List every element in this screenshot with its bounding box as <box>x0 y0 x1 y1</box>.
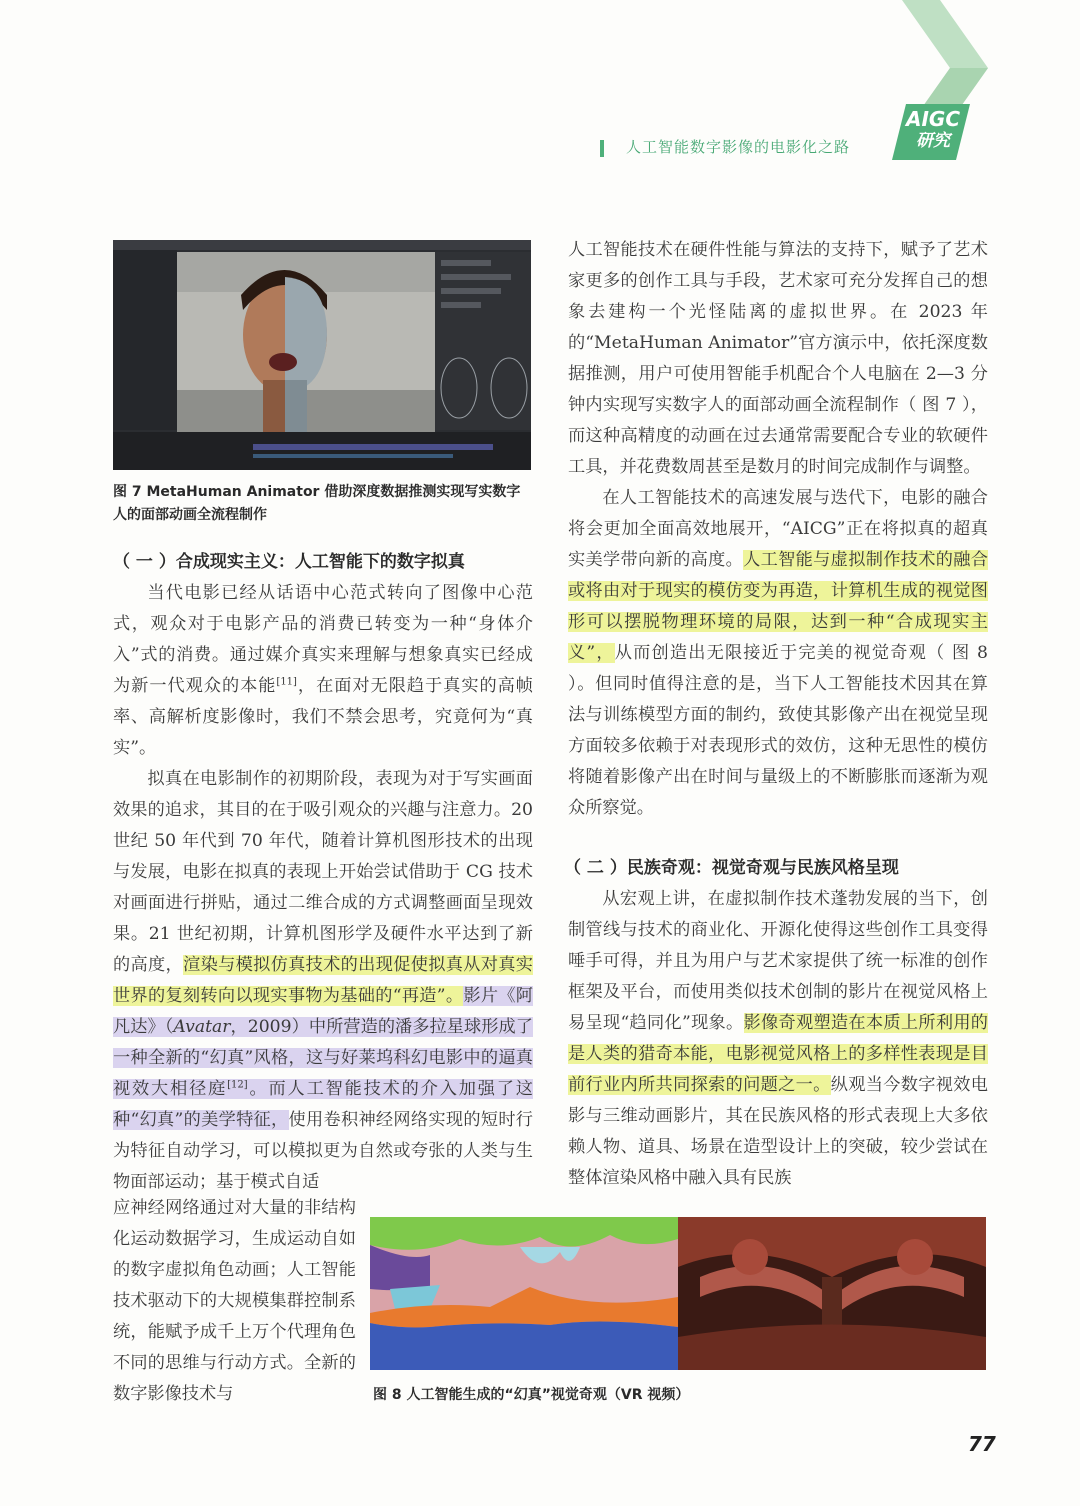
text: 当代电影已经从话语中心范式转向了图像中心范式，观众对于电影产品的消费已转变为一种“身体介入”式的消费。通过媒介真实来理解与想象真实已经成为新一代观众的本能 <box>113 583 533 696</box>
text: 从而创造出无限接近于完美的视觉奇观（ 图 8 ）。但同时值得注意的是，当下人工智能技术因其在算法与训练模型方面的制约，致使其影像产出在视觉呈现方面较多依赖于对表现形式的效仿，这种无思性的模仿将随着影像产出在时间与量级上的不断膨胀而逐渐为观众所察觉。 <box>568 643 988 818</box>
paragraph <box>113 764 533 1198</box>
figure-8-caption: 图 8 人工智能生成的“幻真”视觉奇观（VR 视频） <box>373 1387 690 1403</box>
highlighted-text-yellow: 渲染与模拟仿真技术的出现促使拟真从对真实世界的复刻转向以现实事物为基础的“再造”。 <box>113 955 533 1006</box>
section-heading-1: （ 一 ）合成现实主义：人工智能下的数字拟真 <box>113 552 465 572</box>
highlighted-text-yellow: 人工智能与虚拟制作技术的融合或将由对于现实的模仿变为再造，计算机生成的视觉图形可以摆脱物理环境的局限，达到一种“合成现实主义”， <box>568 550 988 663</box>
section-tag-line1: AIGC <box>906 107 961 131</box>
citation: [11] <box>276 676 297 688</box>
paragraph <box>568 884 988 1194</box>
text: 在人工智能技术的高速发展与迭代下，电影的融合将会更加全面高效地展开，“AICG”正在将拟真的超真实美学带向新的高度。 <box>568 488 988 570</box>
left-column-text-continued <box>113 1193 356 1410</box>
figure-8-image <box>370 1217 986 1370</box>
header-divider <box>600 140 604 157</box>
text: 拟真在电影制作的初期阶段，表现为对于写实画面效果的追求，其目的在于吸引观众的兴趣与注意力。20 世纪 50 年代到 70 年代，随着计算机图形技术的出现与发展，电影在拟真的表现上开始尝试借助于 CG 技术对画面进行拼贴，通过二维合成的方式调整画面呈现效果。21 世纪初期，计算机图形学及硬件水平达到了新的高度， <box>113 769 533 975</box>
section-tag-line2: 研究 <box>916 131 950 151</box>
text: ，2009）中所营造的潘多拉星球形成了一种全新的“幻真”风格，这与好莱坞科幻电影中的逼真视效大相径庭 <box>113 1017 533 1099</box>
film-title-italic: Avatar <box>173 1017 231 1037</box>
text: 纵观当今数字视效电影与三维动画影片，其在民族风格的形式表现上大多依赖人物、道具、场景在造型设计上的突破，较少尝试在整体渲染风格中融入具有民族 <box>568 1075 988 1188</box>
paragraph: 人工智能技术在硬件性能与算法的支持下，赋予了艺术家更多的创作工具与手段，艺术家可充分发挥自己的想象去建构一个光怪陆离的虚拟世界。在 2023 年的“MetaHuman Animator”官方演示中，依托深度数据推测，用户可使用智能手机配合个人电脑在 2—3 分钟内实现写实数字人的面部动画全流程制作（ 图 7 ），而这种高精度的动画在过去通常需要配合专业的软硬件工具，并花费数周甚至是数月的时间完成制作与调整。 <box>568 240 988 477</box>
text: 使用卷积神经网络实现的短时行为特征自动学习，可以模拟更为自然或夸张的人类与生物面部运动；基于模式自适 <box>113 1110 533 1192</box>
paragraph <box>113 578 533 764</box>
right-column-text-bottom <box>568 884 988 1194</box>
figure-7-image <box>113 240 531 470</box>
text: ，在面对无限趋于真实的高帧率、高解析度影像时，我们不禁会思考，究竟何为“真实”。 <box>113 676 533 758</box>
paragraph <box>568 483 988 824</box>
page-number: 77 <box>968 1432 996 1456</box>
text: 从宏观上讲，在虚拟制作技术蓬勃发展的当下，创制管线与技术的商业化、开源化使得这些创作工具变得唾手可得，并且为用户与艺术家提供了统一标准的创作框架及平台，而使用类似技术创制的影片在视觉风格上易呈现“趋同化”现象。 <box>568 889 988 1033</box>
citation: [12] <box>227 1079 248 1091</box>
section-heading-2: （ 二 ）民族奇观：视觉奇观与民族风格呈现 <box>564 858 899 878</box>
text: 。而人工智能技术的介入加强了这种“幻真”的美学特征， <box>113 1079 533 1130</box>
left-column-text <box>113 578 533 1198</box>
paragraph: 应神经网络通过对大量的非结构化运动数据学习，生成运动自如的数字虚拟角色动画；人工智能技术驱动下的大规模集群控制系统，能赋予成千上万个代理角色不同的思维与行动方式。全新的数字影像技术与 <box>113 1198 356 1404</box>
metahuman-screenshot-illustration <box>113 240 531 470</box>
section-tag <box>906 108 960 152</box>
highlighted-text-purple <box>113 986 533 1130</box>
running-header-title: 人工智能数字影像的电影化之路 <box>626 138 851 156</box>
highlighted-text-yellow: 影像奇观塑造在本质上所利用的是人类的猎奇本能，电影视觉风格上的多样性表现是目前行业内所共同探索的问题之一。 <box>568 1013 988 1095</box>
right-column-text-top <box>568 235 988 824</box>
vr-segmentation-and-render-illustration <box>370 1217 986 1370</box>
text: 影片《阿凡达》（ <box>113 986 533 1037</box>
figure-7-caption: 图 7 MetaHuman Animator 借助深度数据推测实现写实数字人的面部动画全流程制作 <box>113 484 521 523</box>
